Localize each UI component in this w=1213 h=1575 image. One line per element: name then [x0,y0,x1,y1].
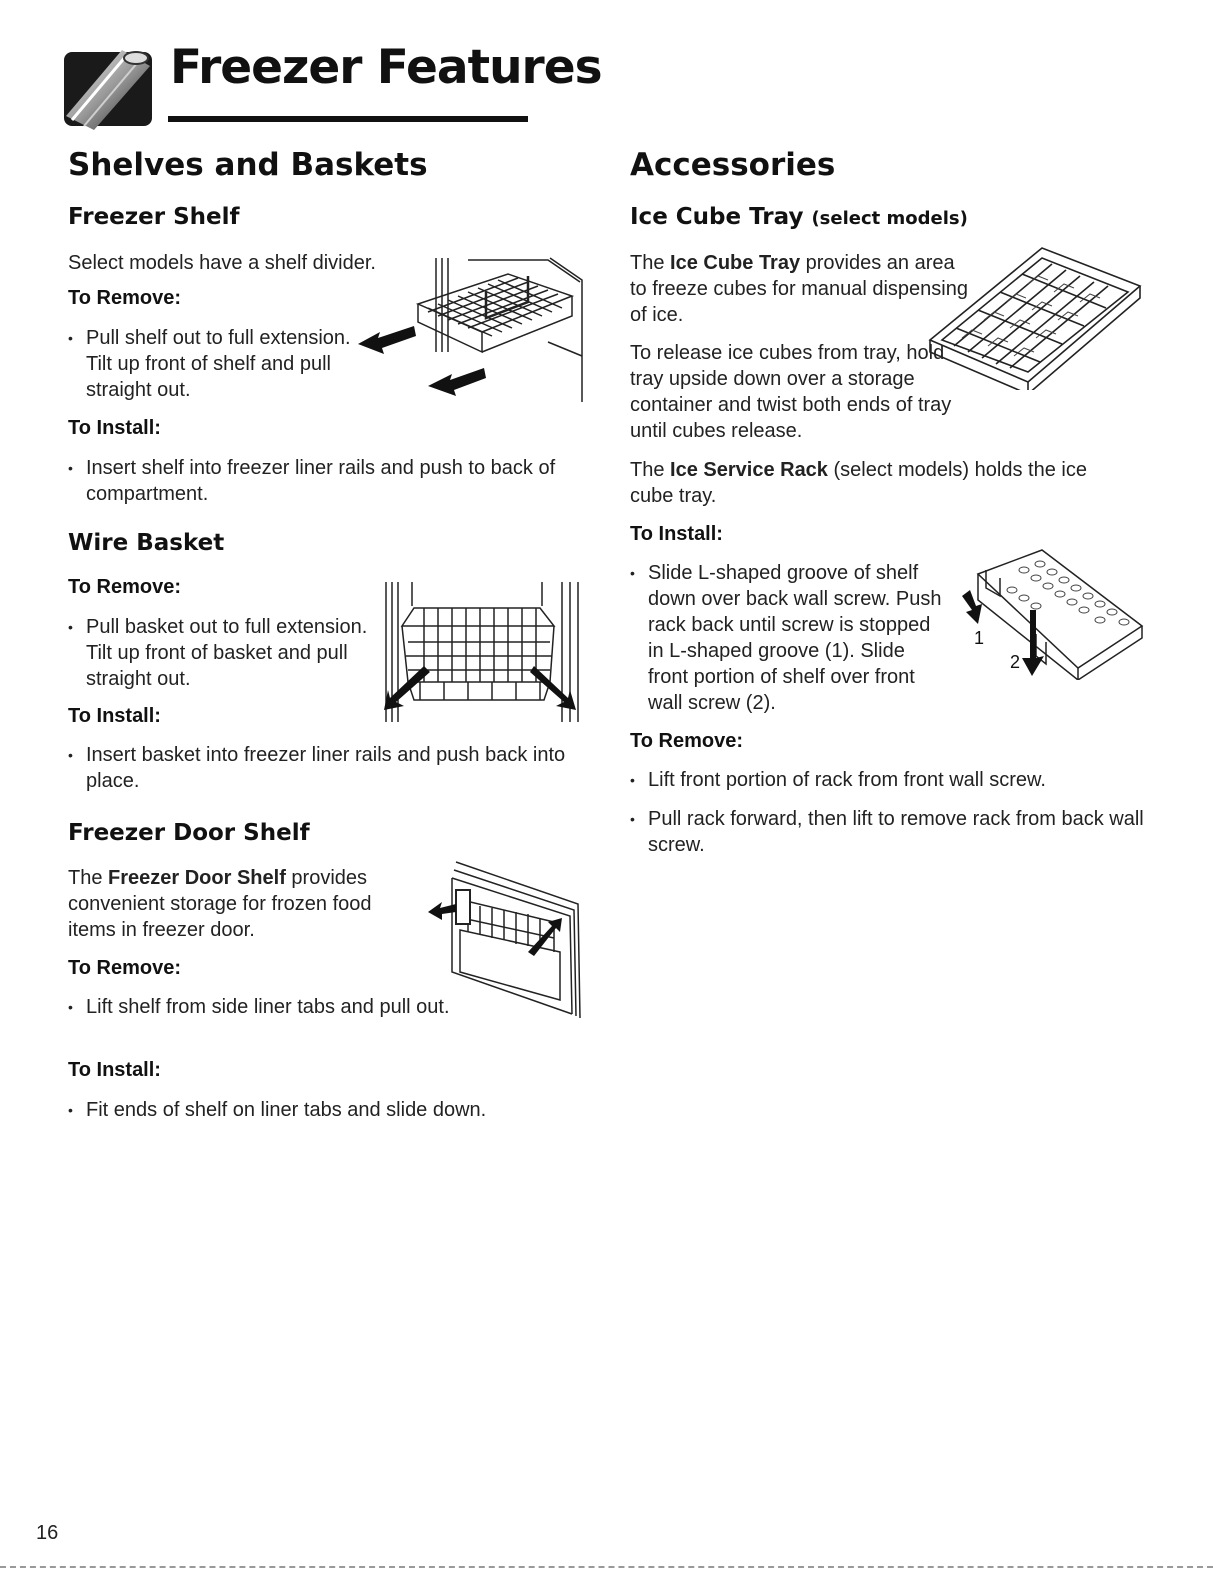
door-shelf-intro-text-post: provides convenient storage for frozen food items in freezer door. [68,867,372,941]
freezer-shelf-illustration [358,252,586,402]
ice-rack-remove-label: To Remove: [630,730,743,752]
rack-figure-label-1: 1 [974,628,985,648]
door-shelf-illustration [428,860,584,1020]
footer-rule [0,1566,1213,1568]
freezer-shelf-install-label: To Install: [68,417,161,439]
ice-cube-tray-title-note: (select models) [811,208,968,229]
subsection-title-wire-basket: Wire Basket [68,530,225,556]
ice-cube-tray-title-text: Ice Cube Tray [630,204,804,230]
freezer-tube-icon [62,46,154,130]
ice-rack-install-bullet: • Slide L-shaped groove of shelf down over back wall screw. Push rack back until screw is stopped in L-shaped groove (1). Slide front portion of shelf over front wall screw (2). [630,560,948,716]
ice-rack-bold: Ice Service Rack [670,459,828,481]
door-shelf-intro-text: The [68,867,109,889]
section-title-shelves-baskets: Shelves and Baskets [68,147,428,183]
door-shelf-intro-bold: Freezer Door Shelf [108,867,286,889]
wire-basket-remove-bullet: • Pull basket out to full extension. Tilt up front of basket and pull straight out. [68,614,386,692]
section-title-accessories: Accessories [630,147,836,183]
door-shelf-intro [68,865,403,943]
subsection-title-ice-cube-tray [630,204,968,230]
ice-rack-text-post: (select models) holds the ice cube tray. [630,459,1087,507]
ice-tray-intro-text: The [630,252,671,274]
wire-basket-illustration [384,582,584,722]
page-title: Freezer Features [170,40,602,95]
ice-tray-intro-bold: Ice Cube Tray [670,252,801,274]
freezer-shelf-install-bullet: • Insert shelf into freezer liner rails and push to back of compartment. [68,455,586,507]
ice-tray-release-text: To release ice cubes from tray, hold tray upside down over a storage container and twist both ends of tray until cubes release. [630,342,952,442]
ice-cube-tray-illustration [922,240,1144,390]
door-shelf-install-label: To Install: [68,1059,161,1081]
ice-service-rack-text [630,457,1130,509]
ice-service-rack-illustration [952,540,1148,680]
title-rule [168,116,528,122]
door-shelf-remove-label: To Remove: [68,957,181,979]
rack-figure-label-2: 2 [1010,652,1021,672]
wire-basket-install-bullet: • Insert basket into freezer liner rails and push back into place. [68,742,586,794]
subsection-title-freezer-shelf: Freezer Shelf [68,204,240,230]
ice-rack-install-label: To Install: [630,523,723,545]
subsection-title-freezer-door-shelf: Freezer Door Shelf [68,820,310,846]
wire-basket-install-label: To Install: [68,705,161,727]
wire-basket-remove-label: To Remove: [68,576,181,598]
door-shelf-install-bullet: • Fit ends of shelf on liner tabs and slide down. [68,1097,586,1123]
ice-rack-remove-bullet-2: • Pull rack forward, then lift to remove rack from back wall screw. [630,806,1158,858]
freezer-shelf-intro: Select models have a shelf divider. [68,252,376,274]
ice-rack-remove-bullet-1: • Lift front portion of rack from front wall screw. [630,767,1148,793]
freezer-shelf-remove-label: To Remove: [68,287,181,309]
page-number: 16 [36,1522,59,1544]
ice-rack-text: The [630,459,671,481]
ice-tray-intro-text-post: provides an area to freeze cubes for manual dispensing of ice. [630,252,968,326]
door-shelf-remove-bullet: • Lift shelf from side liner tabs and pull out. [68,994,466,1020]
freezer-shelf-remove-bullet: • Pull shelf out to full extension. Tilt up front of shelf and pull straight out. [68,325,356,403]
